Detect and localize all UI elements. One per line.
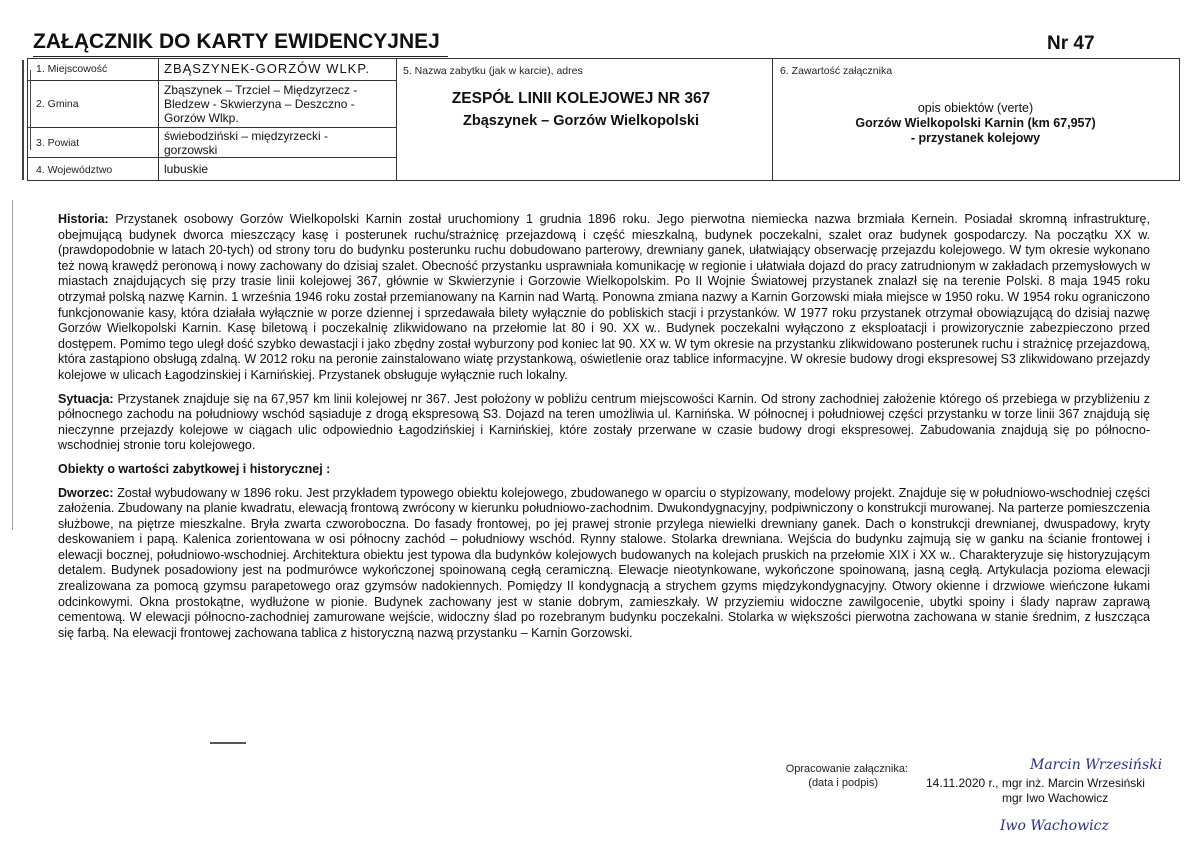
monument-route: Zbąszynek – Gorzów Wielkopolski <box>463 113 699 129</box>
attachment-content-1: opis obiektów (verte) <box>917 101 1034 115</box>
field-value-gmina-3: Gorzów Wlkp. <box>164 111 239 125</box>
field-value-gmina-2: Bledzew - Skwierzyna – Deszczno - <box>164 97 355 111</box>
scan-artifact <box>22 60 24 180</box>
section-sytuacja <box>58 392 1150 454</box>
text-historia: Przystanek osobowy Gorzów Wielkopolski Karnin został uruchomiony 1 grudnia 1896 roku. Jego pierwotna niemiecka nazwa brzmiała Kernein. Posiadał skromną infrastrukturę, obejmującą budynek dworca mieszczący kasę i posterunek ruchu/strażnicę przejazdową i część mieszkalną, budynek poczekalni, szalet oraz budynek gospodarczy. Na początku XX w. (prawdopodobnie w latach 20-tych) od strony toru do budynku posterunku ruchu dobudowano parterowy, drewniany ganek, ułatwiający obserwację przejazdu kolejowego. W tym okresie wykonano też nową krawędź peronową i nowy zachowany do dzisiaj szalet. Obecność przystanku usprawniała komunikację w regionie i ułatwiała dojazd do pracy zatrudnionym w zakładach przemysłowych w miastach znajdujących się przy trasie linii kolejowej 367, głównie w Skwierzynie i Gorzowie Wielkopolskim. Po II Wojnie Światowej przystanek znalazł się na terenie Polski. 8 maja 1945 roku otrzymał polską nazwę Karnin. 1 września 1946 roku został przemianowany na Karnin nad Wartą. Ponowna zmiana nazwy a Karnin Gorzowski miała miejsce w 1950 roku. W 1954 roku ograniczono funkcjonowanie kasy, która działała wyłącznie w porze dziennej i sprzedawała bilety wyłącznie do pobliskich stacji i przystanków. W 1977 roku przystanek otrzymał obowiązującą do dzisiaj nazwę Gorzów Wielkopolski Karnin. Kasę biletową i poczekalnię zlikwidowano na przełomie lat 80 i 90. XX w.. Budynek poczekalni wyłączono z eksploatacji i prowizorycznie zabezpieczono przed dostępem. Pomimo tego uległ dość szybko dewastacji i jako zbędny został wyburzony pod koniec lat 90. XX w. W tym okresie na przystanku zlikwidowano posterunek ruchu i strażnicę przejazdową, która zastąpiono obsługą zdalną. W 2012 roku na peronie zainstalowano wiatę przystankową, oświetlenie oraz tablice informacyjne. W okresie budowy drogi ekspresowej S3 zlikwidowano przejazdy kolejowe w ulicach Łagodzinskiej i Karnińskiej. Przystanek obsługuje wyłącznie ruch lokalny. <box>58 212 1150 382</box>
scan-artifact <box>12 200 13 530</box>
signature-iwo: Iwo Wachowicz <box>1000 818 1109 834</box>
field-label-zawartosc: 6. Zawartość załącznika <box>780 65 893 77</box>
section-dworzec <box>58 486 1150 642</box>
table-divider <box>158 58 159 181</box>
heading-obiekty: Obiekty o wartości zabytkowej i historycznej : <box>58 461 331 476</box>
divider-mark <box>210 742 246 744</box>
table-row-divider <box>27 127 396 128</box>
field-value-miejscowosc: ZBĄSZYNEK-GORZÓW WLKP. <box>164 61 370 76</box>
field-value-powiat-2: gorzowski <box>164 143 218 157</box>
document-number: Nr 47 <box>1047 33 1095 54</box>
field-label-nazwa: 5. Nazwa zabytku (jak w karcie), adres <box>403 65 583 77</box>
monument-name: ZESPÓŁ LINII KOLEJOWEJ NR 367 <box>451 90 711 107</box>
author-line-2: mgr Iwo Wachowicz <box>1002 791 1109 805</box>
attachment-content-2: Gorzów Wielkopolski Karnin (km 67,957) <box>855 116 1096 130</box>
field-value-gmina-1: Zbąszynek – Trzciel – Międzyrzecz - <box>164 83 358 97</box>
field-label-miejscowosc: 1. Miejscowość <box>36 63 108 75</box>
table-row-divider <box>27 157 396 158</box>
section-obiekty <box>58 462 1150 478</box>
signature-marcin: Marcin Wrzesiński <box>1030 757 1163 773</box>
table-row-divider <box>27 80 396 81</box>
document-title: ZAŁĄCZNIK DO KARTY EWIDENCYJNEJ <box>33 30 440 53</box>
heading-historia: Historia: <box>58 212 109 226</box>
body-content <box>58 212 1150 649</box>
field-label-wojewodztwo: 4. Województwo <box>36 164 113 176</box>
heading-dworzec: Dworzec: <box>58 485 114 500</box>
heading-sytuacja: Sytuacja: <box>58 391 114 406</box>
field-label-powiat: 3. Powiat <box>36 137 80 149</box>
field-value-powiat-1: świebodziński – międzyrzecki - <box>164 129 329 143</box>
text-sytuacja: Przystanek znajduje się na 67,957 km linii kolejowej nr 367. Jest położony w pobliżu centrum miejscowości Karnin. Od strony zachodniej założenie którego oś przebiega w przybliżeniu z północnego zachodu na południowy wschód sąsiaduje z drogą ekspresową S3. Dojazd na teren umożliwia ul. Karnińska. W północnej i południowej części przystanku w torze linii 367 znajdują się nieczynne przejazdy kolejowe w ciągach ulic odpowiednio Łagodzińskiej i Karnińskiej, które zostały przerwane w czasie budowy drogi ekspresowej. Zabudowania znajdują się po północno-wschodniej stronie toru kolejowego. <box>58 391 1150 453</box>
section-historia <box>58 212 1150 384</box>
author-line-1: 14.11.2020 r., mgr inż. Marcin Wrzesiński <box>926 776 1145 790</box>
scan-artifact <box>30 70 31 150</box>
field-value-wojewodztwo: lubuskie <box>164 162 209 176</box>
prepared-by-label: Opracowanie załącznika: <box>785 763 908 775</box>
attachment-content-3: - przystanek kolejowy <box>910 131 1041 145</box>
text-dworzec: Został wybudowany w 1896 roku. Jest przykładem typowego obiektu kolejowego, zbudowanego w oparciu o stypizowany, modelowy projekt. Znajduje się w południowo-wschodniej części założenia. Zbudowany na planie kwadratu, elewacją frontową zwrócony w kierunku południowo-zachodnim. Dwukondygnacyjny, podpiwniczony o konstrukcji murowanej. Na parterze pomieszczenia służbowe, na piętrze mieszkalne. Bryła zwarta czworoboczna. Do fasady frontowej, po jej prawej stronie przylega niewielki drewniany ganek. Dach o konstrukcji drewnianej, dwuspadowy, kryty deskowaniem i papą. Kalenica zorientowana w osi północny zachód – południowy wschód. Rynny stalowe. Stolarka drewniana. Wejścia do budynku zajmują się w ganku na ścianie frontowej i elewacji bocznej, południowo-wschodniej. Architektura obiektu jest typowa dla budynków kolejowych budowanych na kolejach pruskich na przełomie XIX i XX w.. Charakteryzuje się historyzującym detalem. Budynek posadowiony jest na podmurówce wykończonej spoinowaną cegłą ceramiczną. Elewacje nieotynkowane, wykończone spoinowaną, jasną cegłą. Artykulacja pozioma elewacji zrealizowana za pomocą gzymsu parapetowego oraz gzymsów nadokiennych. Pomiędzy II kondygnacją a strychem gzyms międzykondygnacyjny. Otwory okienne i drzwiowe wieńczone łukami odcinkowymi. Okna prostokątne, wydłużone w pionie. Budynek zachowany jest w stanie dobrym, zamieszkały. W przyziemiu widoczne zawilgocenie, ubytki spoiny i ślady napraw zaprawą cementową. W elewacji północno-zachodniej zamurowane wejście, widoczny ślad po rozebranym budynku poczekalni. Stolarka w większości pierwotna zachowana w stanie średnim, z łuszcząca się farbą. Na elewacji frontowej zachowana tablica z historyczną nazwą przystanku – Karnin Gorzowski. <box>58 485 1150 640</box>
field-label-gmina: 2. Gmina <box>36 98 79 110</box>
date-signature-label: (data i podpis) <box>808 777 878 789</box>
